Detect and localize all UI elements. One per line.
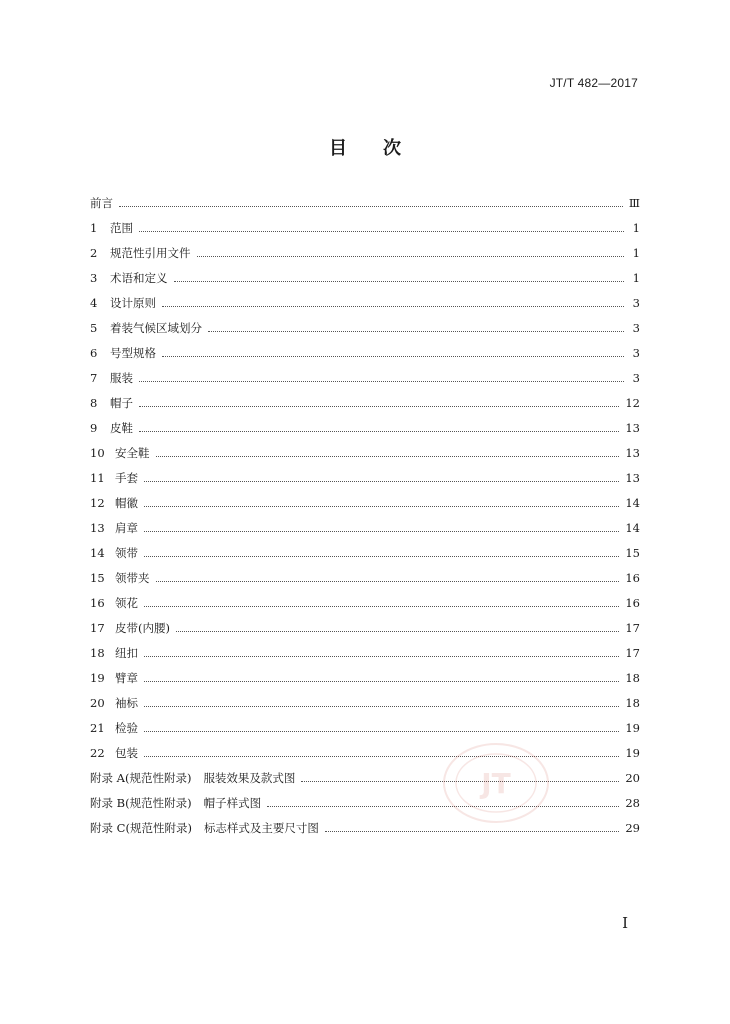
toc-entry[interactable] [90, 715, 640, 740]
toc-entry-number: 12 [90, 495, 105, 510]
toc-entry-label: 手套 [115, 470, 138, 485]
toc-entry-page: 20 [625, 770, 640, 785]
toc-dot-leader [139, 380, 624, 382]
toc-dot-leader [144, 705, 619, 707]
toc-dot-leader [197, 255, 625, 257]
toc-entry-label: 术语和定义 [110, 270, 168, 285]
toc-entry[interactable] [90, 315, 640, 340]
toc-entry[interactable] [90, 490, 640, 515]
toc-dot-leader [139, 230, 624, 232]
toc-entry-label: 臂章 [115, 670, 138, 685]
toc-entry[interactable] [90, 290, 640, 315]
toc-dot-leader [162, 305, 624, 307]
toc-entry-page: 18 [625, 695, 640, 710]
toc-entry-label: 帽子 [110, 395, 133, 410]
toc-entry-number: 5 [90, 320, 98, 335]
toc-entry-label: 领花 [115, 595, 138, 610]
toc-entry-number: 8 [90, 395, 98, 410]
toc-entry-label: 范围 [110, 220, 133, 235]
toc-entry-number: 2 [90, 245, 98, 260]
toc-entry-page: 14 [625, 520, 640, 535]
toc-entry-label: 包装 [115, 745, 138, 760]
page-title-right: 次 [383, 138, 401, 159]
toc-entry-number: 6 [90, 345, 98, 360]
toc-entry-number: 4 [90, 295, 98, 310]
toc-entry-page: 17 [625, 645, 640, 660]
toc-entry-label: 皮鞋 [110, 420, 133, 435]
toc-entry[interactable] [90, 640, 640, 665]
toc-entry[interactable] [90, 515, 640, 540]
toc-entry-label: 规范性引用文件 [110, 245, 191, 260]
standard-code: JT/T 482—2017 [549, 76, 638, 90]
toc-entry[interactable] [90, 565, 640, 590]
toc-entry[interactable] [90, 340, 640, 365]
toc-entry-label: 皮带(内腰) [115, 620, 170, 635]
toc-entry-label: 领带 [115, 545, 138, 560]
page-title [0, 134, 730, 160]
toc-entry-number: 9 [90, 420, 98, 435]
toc-entry[interactable] [90, 540, 640, 565]
toc-entry-label: 肩章 [115, 520, 138, 535]
toc-dot-leader [144, 530, 619, 532]
toc-entry-number: 附录 C(规范性附录) [90, 820, 192, 835]
toc-entry-number: 17 [90, 620, 105, 635]
toc-dot-leader [162, 355, 624, 357]
toc-entry[interactable] [90, 740, 640, 765]
toc-entry-page: 1 [632, 220, 640, 235]
toc-entry-page: 17 [625, 620, 640, 635]
toc-entry[interactable] [90, 365, 640, 390]
toc-entry[interactable] [90, 440, 640, 465]
toc-entry-number: 附录 A(规范性附录) [90, 770, 192, 785]
toc-entry-label: 袖标 [115, 695, 138, 710]
toc-entry[interactable] [90, 465, 640, 490]
toc-dot-leader [174, 280, 625, 282]
toc-dot-leader [208, 330, 624, 332]
toc-entry[interactable] [90, 215, 640, 240]
toc-entry-page: 3 [632, 320, 640, 335]
toc-entry-page: 28 [625, 795, 640, 810]
toc-dot-leader [144, 680, 619, 682]
watermark-text: JT [481, 767, 511, 800]
toc-entry[interactable] [90, 815, 640, 840]
toc-entry-label: 安全鞋 [115, 445, 150, 460]
toc-entry-page: 19 [625, 720, 640, 735]
toc-entry-number: 14 [90, 545, 105, 560]
toc-entry-page: 18 [625, 670, 640, 685]
toc-entry-page: 12 [625, 395, 640, 410]
toc-dot-leader [144, 730, 619, 732]
toc-entry[interactable] [90, 590, 640, 615]
toc-entry[interactable] [90, 790, 640, 815]
toc-entry[interactable] [90, 615, 640, 640]
toc-entry[interactable] [90, 690, 640, 715]
toc-entry-page: 1 [632, 245, 640, 260]
toc-entry-number: 15 [90, 570, 105, 585]
toc-entry-page: 3 [632, 370, 640, 385]
page-title-left: 目 [329, 138, 347, 159]
toc-entry-page: 29 [625, 820, 640, 835]
toc-entry-label: 帽徽 [115, 495, 138, 510]
toc-entry-label: 着装气候区域划分 [110, 320, 202, 335]
toc-entry-page: 3 [632, 295, 640, 310]
toc-entry-page: 19 [625, 745, 640, 760]
toc-entry[interactable] [90, 265, 640, 290]
toc-entry-number: 19 [90, 670, 105, 685]
toc-entry-page: 13 [625, 420, 640, 435]
toc-entry-label: 纽扣 [115, 645, 138, 660]
toc-entry-page: 3 [632, 345, 640, 360]
toc-entry-number: 16 [90, 595, 105, 610]
toc-entry-label: 服装效果及款式图 [203, 770, 296, 785]
toc-dot-leader [144, 505, 619, 507]
toc-entry[interactable] [90, 240, 640, 265]
toc-entry-number: 11 [90, 470, 105, 485]
table-of-contents [90, 190, 640, 840]
toc-entry[interactable] [90, 665, 640, 690]
toc-entry-number: 7 [90, 370, 98, 385]
toc-entry-number: 22 [90, 745, 105, 760]
toc-entry-page: 16 [625, 570, 640, 585]
toc-dot-leader [139, 430, 619, 432]
toc-entry[interactable] [90, 390, 640, 415]
toc-dot-leader [156, 580, 620, 582]
toc-entry-number: 18 [90, 645, 105, 660]
toc-dot-leader [156, 455, 620, 457]
toc-entry-page: 14 [625, 495, 640, 510]
toc-dot-leader [176, 630, 619, 632]
toc-entry-number: 21 [90, 720, 105, 735]
toc-dot-leader [144, 480, 619, 482]
toc-entry-label: 检验 [115, 720, 138, 735]
toc-dot-leader [144, 655, 619, 657]
toc-entry-label: 设计原则 [110, 295, 156, 310]
toc-dot-leader [144, 605, 619, 607]
toc-entry-page: Ⅲ [628, 195, 640, 210]
toc-dot-leader [119, 205, 623, 207]
toc-entry-page: 1 [632, 270, 640, 285]
toc-entry-label: 前言 [90, 195, 113, 210]
toc-entry-label: 帽子样式图 [203, 795, 262, 810]
toc-entry-label: 号型规格 [110, 345, 156, 360]
toc-entry-page: 13 [625, 445, 640, 460]
toc-dot-leader [139, 405, 619, 407]
toc-dot-leader [144, 555, 619, 557]
toc-entry-page: 15 [625, 545, 640, 560]
toc-entry-number: 13 [90, 520, 105, 535]
toc-entry-label: 标志样式及主要尺寸图 [203, 820, 319, 835]
toc-entry-number: 3 [90, 270, 98, 285]
jt-watermark-logo [441, 741, 551, 825]
toc-entry-page: 13 [625, 470, 640, 485]
toc-entry-number: 20 [90, 695, 105, 710]
toc-entry-label: 服装 [110, 370, 133, 385]
toc-entry-page: 16 [625, 595, 640, 610]
toc-entry-number: 附录 B(规范性附录) [90, 795, 192, 810]
toc-entry-number: 10 [90, 445, 105, 460]
toc-entry[interactable] [90, 415, 640, 440]
toc-entry-label: 领带夹 [115, 570, 150, 585]
toc-entry-number: 1 [90, 220, 98, 235]
footer-page-number: I [622, 914, 628, 932]
toc-entry[interactable] [90, 190, 640, 215]
toc-entry[interactable] [90, 765, 640, 790]
toc-dot-leader [325, 830, 619, 832]
